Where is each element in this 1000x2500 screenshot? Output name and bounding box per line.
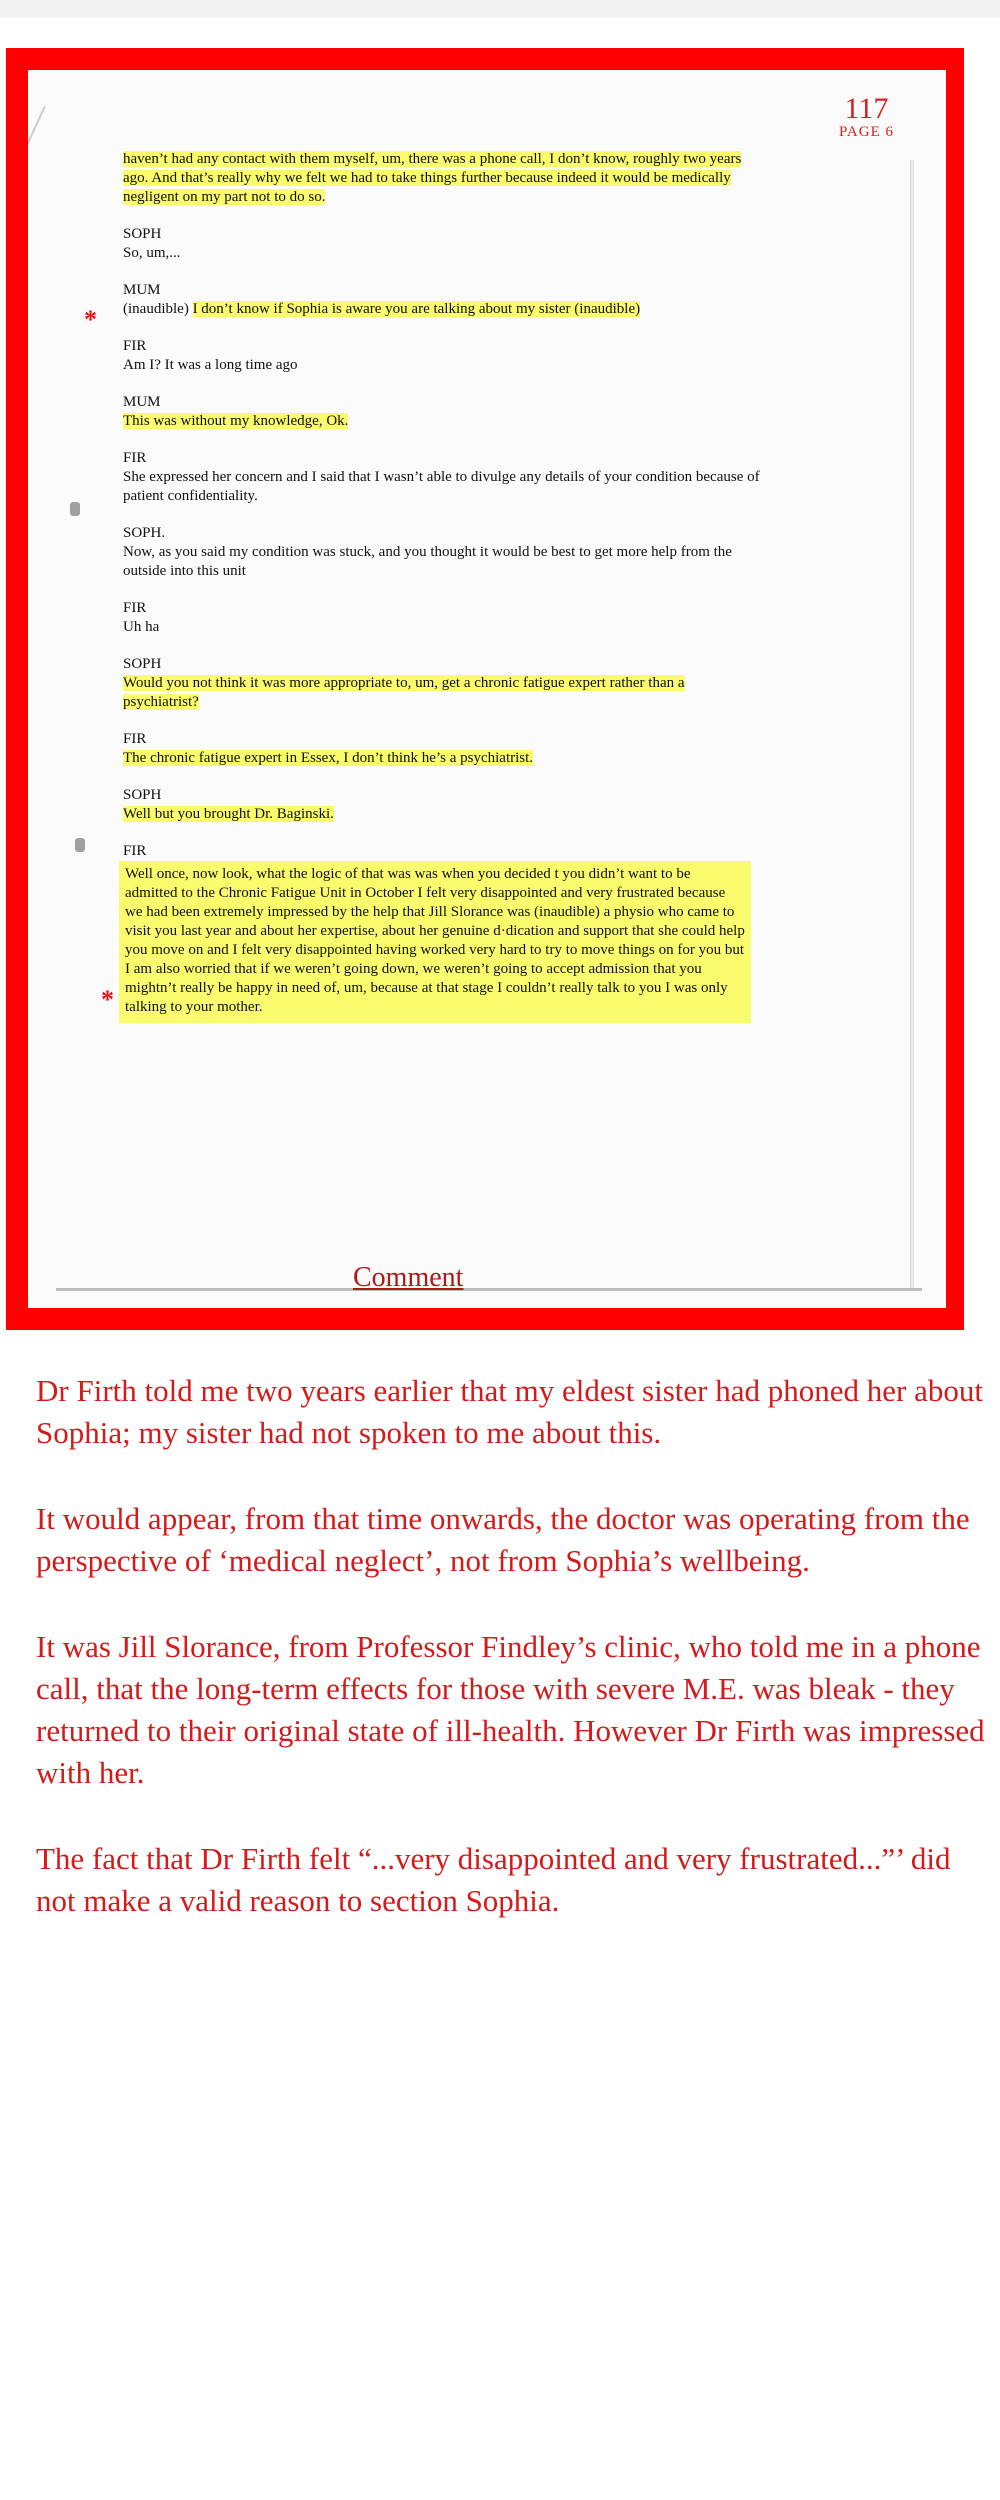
commentary-paragraph: It would appear, from that time onwards, the doctor was operating from the perspective of ‘medical neglect’, not from Sophia’s wellbeing.: [36, 1501, 970, 1578]
transcript: [123, 150, 763, 1041]
transcript-text: Am I? It was a long time ago: [123, 357, 298, 373]
speaker-label: SOPH: [123, 226, 162, 242]
scan-edge-bottom: [56, 1288, 922, 1291]
transcript-entry: [123, 225, 763, 263]
speaker-label: SOPH: [123, 787, 162, 803]
speaker-label: FIR: [123, 338, 147, 354]
transcript-entry: [123, 730, 763, 768]
transcript-text: I don’t know if Sophia is aware you are talking about my sister (inaudible): [192, 301, 641, 317]
transcript-entry: [123, 842, 763, 1023]
page-number-stamp: [839, 94, 894, 141]
transcript-entry: [123, 599, 763, 637]
transcript-text: So, um,...: [123, 245, 181, 261]
transcript-entry: [123, 337, 763, 375]
transcript-prefix: (inaudible): [123, 301, 189, 317]
speaker-label: SOPH: [123, 656, 162, 672]
transcript-text: Well but you brought Dr. Baginski.: [123, 806, 334, 822]
transcript-entry: [123, 150, 763, 207]
top-edge-strip: [0, 0, 1000, 18]
transcript-text: Uh ha: [123, 619, 160, 635]
scanned-transcript-page: [28, 70, 946, 1308]
transcript-text: Would you not think it was more appropriate to, um, get a chronic fatigue expert rather than a psychiatrist?: [123, 675, 685, 710]
commentary-paragraph: It was Jill Slorance, from Professor Findley’s clinic, who told me in a phone call, that the long-term effects for those with severe M.E. was bleak - they returned to their original state of ill-health. However Dr Firth was impressed with her.: [36, 1629, 985, 1790]
transcript-entry: [123, 281, 763, 319]
asterisk-marker: *: [101, 985, 114, 1014]
transcript-text: Now, as you said my condition was stuck, and you thought it would be best to get more help from the outside into this unit: [123, 544, 732, 579]
speaker-label: MUM: [123, 394, 161, 410]
scanned-page-frame: [6, 48, 964, 1330]
transcript-text: This was without my knowledge, Ok.: [123, 413, 349, 429]
scan-edge-right: [910, 160, 914, 1290]
transcript-entry: [123, 393, 763, 431]
transcript-text: She expressed her concern and I said that I wasn’t able to divulge any details of your condition because of patient confidentiality.: [123, 469, 760, 504]
transcript-text: The chronic fatigue expert in Essex, I don’t think he’s a psychiatrist.: [123, 750, 534, 766]
transcript-entry: [123, 655, 763, 712]
transcript-entry: [123, 524, 763, 581]
fold-line: [28, 106, 46, 288]
commentary-paragraph: The fact that Dr Firth felt “...very disappointed and very frustrated...”’ did not make a valid reason to section Sophia.: [36, 1841, 951, 1918]
speaker-label: FIR: [123, 731, 147, 747]
page-label: PAGE 6: [838, 124, 894, 140]
speaker-label: MUM: [123, 282, 161, 298]
speaker-label: FIR: [123, 600, 147, 616]
transcript-text: haven’t had any contact with them myself, um, there was a phone call, I don’t know, roughly two years ago. And that’s really why we felt we had to take things further because indeed it would be medically negligent on my part not to do so.: [123, 151, 742, 205]
transcript-entry: [123, 786, 763, 824]
speaker-label: FIR: [123, 450, 147, 466]
asterisk-marker: *: [84, 305, 97, 334]
commentary-paragraph: Dr Firth told me two years earlier that my eldest sister had phoned her about Sophia; my sister had not spoken to me about this.: [36, 1373, 983, 1450]
speaker-label: FIR: [123, 843, 147, 859]
transcript-text: Well once, now look, what the logic of that was was when you decided t you didn’t want to be admitted to the Chronic Fatigue Unit in October I felt very disappointed and very frustrated because we had been extremely impressed by the help that Jill Slorance was (inaudible) a physio who came to visit you last year and about her expertise, about her genuine d·dication and support that she could help you move on and I felt very disappointed having worked very hard to try to move things on for you but I am also worried that if we weren’t going down, we weren’t going to accept admission that you mightn’t really be happy in need of, um, because at that stage I couldn’t really talk to you I was only talking to your mother.: [119, 861, 751, 1023]
commentary: [36, 1370, 986, 1966]
scan-smudge: [75, 838, 85, 852]
comment-heading: Comment: [353, 1262, 464, 1293]
page-number: 117: [844, 92, 889, 125]
speaker-label: SOPH.: [123, 525, 166, 541]
transcript-entry: [123, 449, 763, 506]
scan-smudge: [70, 502, 80, 516]
